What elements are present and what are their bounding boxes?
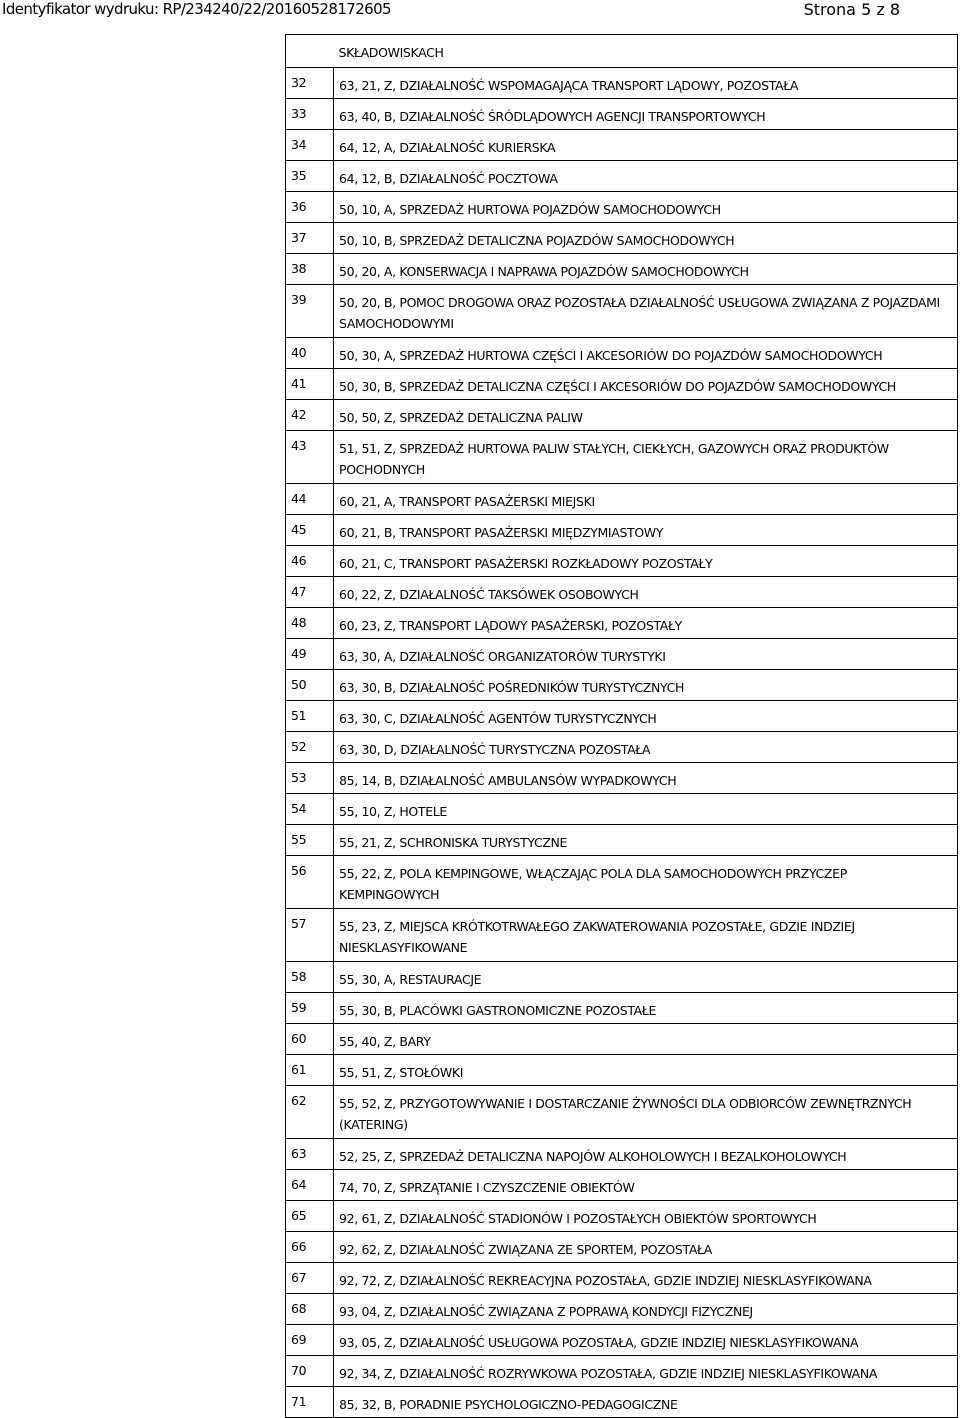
row-description: 55, 51, Z, STOŁÓWKI: [334, 1055, 958, 1086]
activity-table-body: [286, 35, 958, 1418]
row-description: 63, 30, A, DZIAŁALNOŚĆ ORGANIZATORÓW TURYSTYKI: [334, 639, 958, 670]
row-number: 71: [286, 1387, 334, 1418]
row-number: 64: [286, 1170, 334, 1201]
row-number: 36: [286, 192, 334, 223]
table-row: [286, 825, 958, 856]
table-row: [286, 254, 958, 285]
row-number: 44: [286, 484, 334, 515]
row-description: 55, 23, Z, MIEJSCA KRÓTKOTRWAŁEGO ZAKWATEROWANIA POZOSTAŁE, GDZIE INDZIEJ NIESKLASYFIKOWANE: [334, 909, 958, 962]
table-row: [286, 608, 958, 639]
row-description: 60, 21, A, TRANSPORT PASAŻERSKI MIEJSKI: [334, 484, 958, 515]
table-row: [286, 1387, 958, 1418]
table-row: [286, 909, 958, 962]
row-description: 60, 21, C, TRANSPORT PASAŻERSKI ROZKŁADOWY POZOSTAŁY: [334, 546, 958, 577]
row-description: 60, 23, Z, TRANSPORT LĄDOWY PASAŻERSKI, POZOSTAŁY: [334, 608, 958, 639]
row-description: 50, 30, B, SPRZEDAŻ DETALICZNA CZĘŚCI I AKCESORIÓW DO POJAZDÓW SAMOCHODOWYCH: [334, 369, 958, 400]
table-row: [286, 1263, 958, 1294]
row-description: 55, 21, Z, SCHRONISKA TURYSTYCZNE: [334, 825, 958, 856]
row-number: 53: [286, 763, 334, 794]
table-row: [286, 794, 958, 825]
table-row: [286, 1201, 958, 1232]
row-description: 50, 10, A, SPRZEDAŻ HURTOWA POJAZDÓW SAMOCHODOWYCH: [334, 192, 958, 223]
row-number: 70: [286, 1356, 334, 1387]
print-identifier: Identyfikator wydruku: RP/234240/22/20160528172605: [2, 0, 391, 18]
table-row: [286, 577, 958, 608]
row-number: 69: [286, 1325, 334, 1356]
row-number: 60: [286, 1024, 334, 1055]
table-row: [286, 130, 958, 161]
row-number: 58: [286, 962, 334, 993]
row-description: 74, 70, Z, SPRZĄTANIE I CZYSZCZENIE OBIEKTÓW: [334, 1170, 958, 1201]
table-row: [286, 1294, 958, 1325]
row-number: 68: [286, 1294, 334, 1325]
table-row: [286, 99, 958, 130]
row-description: 60, 21, B, TRANSPORT PASAŻERSKI MIĘDZYMIASTOWY: [334, 515, 958, 546]
table-row: [286, 1356, 958, 1387]
table-row: [286, 338, 958, 369]
table-row: [286, 1232, 958, 1263]
table-row: [286, 1086, 958, 1139]
row-number: 62: [286, 1086, 334, 1139]
row-number: 55: [286, 825, 334, 856]
row-number: 48: [286, 608, 334, 639]
table-row: [286, 68, 958, 99]
table-row: [286, 993, 958, 1024]
row-description: 92, 62, Z, DZIAŁALNOŚĆ ZWIĄZANA ZE SPORTEM, POZOSTAŁA: [334, 1232, 958, 1263]
row-number: 56: [286, 856, 334, 909]
continuation-row: [286, 35, 958, 68]
table-row: [286, 1325, 958, 1356]
row-description: 55, 30, A, RESTAURACJE: [334, 962, 958, 993]
table-row: [286, 546, 958, 577]
row-number: 42: [286, 400, 334, 431]
row-number: 66: [286, 1232, 334, 1263]
row-number: 54: [286, 794, 334, 825]
table-row: [286, 285, 958, 338]
row-number: 39: [286, 285, 334, 338]
row-description: 55, 22, Z, POLA KEMPINGOWE, WŁĄCZAJĄC POLA DLA SAMOCHODOWYCH PRZYCZEP KEMPINGOWYCH: [334, 856, 958, 909]
row-number: 40: [286, 338, 334, 369]
row-description: 63, 40, B, DZIAŁALNOŚĆ ŚRÓDLĄDOWYCH AGENCJI TRANSPORTOWYCH: [334, 99, 958, 130]
row-description: 92, 34, Z, DZIAŁALNOŚĆ ROZRYWKOWA POZOSTAŁA, GDZIE INDZIEJ NIESKLASYFIKOWANA: [334, 1356, 958, 1387]
table-row: [286, 1024, 958, 1055]
row-number: 37: [286, 223, 334, 254]
table-row: [286, 962, 958, 993]
row-number: 43: [286, 431, 334, 484]
table-row: [286, 763, 958, 794]
row-number: 52: [286, 732, 334, 763]
table-row: [286, 431, 958, 484]
row-description: 55, 40, Z, BARY: [334, 1024, 958, 1055]
row-description: 63, 30, D, DZIAŁALNOŚĆ TURYSTYCZNA POZOSTAŁA: [334, 732, 958, 763]
row-number: 41: [286, 369, 334, 400]
row-number: 38: [286, 254, 334, 285]
row-description: 92, 72, Z, DZIAŁALNOŚĆ REKREACYJNA POZOSTAŁA, GDZIE INDZIEJ NIESKLASYFIKOWANA: [334, 1263, 958, 1294]
row-description: 50, 20, B, POMOC DROGOWA ORAZ POZOSTAŁA DZIAŁALNOŚĆ USŁUGOWA ZWIĄZANA Z POJAZDAMI SAMOCHODOWYMI: [334, 285, 958, 338]
row-description: 55, 10, Z, HOTELE: [334, 794, 958, 825]
table-row: [286, 1139, 958, 1170]
table-row: [286, 670, 958, 701]
row-description: 63, 30, C, DZIAŁALNOŚĆ AGENTÓW TURYSTYCZNYCH: [334, 701, 958, 732]
row-description: 51, 51, Z, SPRZEDAŻ HURTOWA PALIW STAŁYCH, CIEKŁYCH, GAZOWYCH ORAZ PRODUKTÓW POCHODNYCH: [334, 431, 958, 484]
row-description: 50, 10, B, SPRZEDAŻ DETALICZNA POJAZDÓW SAMOCHODOWYCH: [334, 223, 958, 254]
table-row: [286, 1170, 958, 1201]
row-description: 64, 12, A, DZIAŁALNOŚĆ KURIERSKA: [334, 130, 958, 161]
row-description: 50, 50, Z, SPRZEDAŻ DETALICZNA PALIW: [334, 400, 958, 431]
row-description: 85, 32, B, PORADNIE PSYCHOLOGICZNO-PEDAGOGICZNE: [334, 1387, 958, 1418]
row-number: 45: [286, 515, 334, 546]
row-number: 59: [286, 993, 334, 1024]
row-number: 47: [286, 577, 334, 608]
table-row: [286, 223, 958, 254]
table-row: [286, 1055, 958, 1086]
row-description: 93, 05, Z, DZIAŁALNOŚĆ USŁUGOWA POZOSTAŁA, GDZIE INDZIEJ NIESKLASYFIKOWANA: [334, 1325, 958, 1356]
row-description: 55, 52, Z, PRZYGOTOWYWANIE I DOSTARCZANIE ŻYWNOŚCI DLA ODBIORCÓW ZEWNĘTRZNYCH (KATERING): [334, 1086, 958, 1139]
row-description: 50, 20, A, KONSERWACJA I NAPRAWA POJAZDÓW SAMOCHODOWYCH: [334, 254, 958, 285]
page-header: [0, 0, 960, 20]
table-row: [286, 192, 958, 223]
continuation-num-cell: [286, 35, 334, 68]
row-description: 60, 22, Z, DZIAŁALNOŚĆ TAKSÓWEK OSOBOWYCH: [334, 577, 958, 608]
row-description: 92, 61, Z, DZIAŁALNOŚĆ STADIONÓW I POZOSTAŁYCH OBIEKTÓW SPORTOWYCH: [334, 1201, 958, 1232]
row-description: 63, 21, Z, DZIAŁALNOŚĆ WSPOMAGAJĄCA TRANSPORT LĄDOWY, POZOSTAŁA: [334, 68, 958, 99]
table-row: [286, 400, 958, 431]
table-row: [286, 732, 958, 763]
row-description: 63, 30, B, DZIAŁALNOŚĆ POŚREDNIKÓW TURYSTYCZNYCH: [334, 670, 958, 701]
table-row: [286, 856, 958, 909]
page-number: Strona 5 z 8: [803, 0, 900, 19]
row-number: 65: [286, 1201, 334, 1232]
table-row: [286, 484, 958, 515]
row-number: 63: [286, 1139, 334, 1170]
row-description: 64, 12, B, DZIAŁALNOŚĆ POCZTOWA: [334, 161, 958, 192]
row-number: 49: [286, 639, 334, 670]
row-number: 46: [286, 546, 334, 577]
row-number: 35: [286, 161, 334, 192]
row-number: 61: [286, 1055, 334, 1086]
table-row: [286, 161, 958, 192]
row-description: 52, 25, Z, SPRZEDAŻ DETALICZNA NAPOJÓW ALKOHOLOWYCH I BEZALKOHOLOWYCH: [334, 1139, 958, 1170]
table-row: [286, 639, 958, 670]
row-description: 55, 30, B, PLACÓWKI GASTRONOMICZNE POZOSTAŁE: [334, 993, 958, 1024]
row-description: 85, 14, B, DZIAŁALNOŚĆ AMBULANSÓW WYPADKOWYCH: [334, 763, 958, 794]
row-number: 57: [286, 909, 334, 962]
row-description: 93, 04, Z, DZIAŁALNOŚĆ ZWIĄZANA Z POPRAWĄ KONDYCJI FIZYCZNEJ: [334, 1294, 958, 1325]
row-number: 34: [286, 130, 334, 161]
row-number: 33: [286, 99, 334, 130]
activity-table: [285, 34, 958, 1418]
table-row: [286, 701, 958, 732]
row-number: 51: [286, 701, 334, 732]
continuation-text: SKŁADOWISKACH: [334, 35, 958, 68]
row-number: 67: [286, 1263, 334, 1294]
row-number: 32: [286, 68, 334, 99]
table-row: [286, 515, 958, 546]
table-row: [286, 369, 958, 400]
row-number: 50: [286, 670, 334, 701]
row-description: 50, 30, A, SPRZEDAŻ HURTOWA CZĘŚCI I AKCESORIÓW DO POJAZDÓW SAMOCHODOWYCH: [334, 338, 958, 369]
